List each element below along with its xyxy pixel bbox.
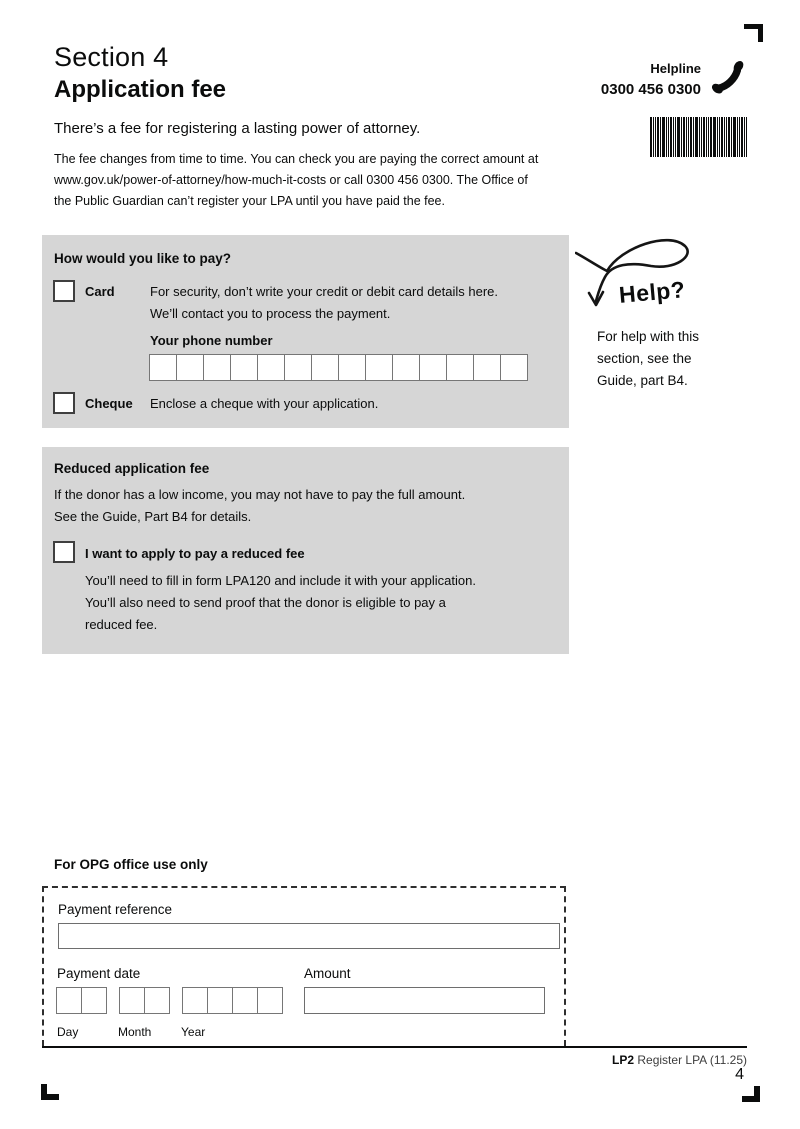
input-cell[interactable] bbox=[473, 354, 501, 381]
cheque-label: Cheque bbox=[85, 396, 133, 411]
help-title: Help? bbox=[617, 276, 687, 308]
input-cell[interactable] bbox=[203, 354, 231, 381]
reduced-note-line: You’ll also need to send proof that the donor is eligible to pay a bbox=[85, 595, 446, 610]
intro-body-line: www.gov.uk/power-of-attorney/how-much-it-costs or call 0300 456 0300. The Office of bbox=[54, 173, 528, 187]
pay-box-heading: How would you like to pay? bbox=[54, 251, 232, 266]
amount-label: Amount bbox=[304, 966, 351, 981]
intro-lead: There’s a fee for registering a lasting power of attorney. bbox=[54, 120, 421, 137]
cheque-checkbox[interactable] bbox=[53, 392, 75, 414]
help-note-line: For help with this bbox=[597, 329, 700, 344]
office-use-heading: For OPG office use only bbox=[54, 857, 208, 872]
input-cell[interactable] bbox=[232, 987, 258, 1014]
input-cell[interactable] bbox=[149, 354, 177, 381]
barcode bbox=[650, 117, 747, 162]
day-label: Day bbox=[57, 1025, 79, 1039]
payment-reference-label: Payment reference bbox=[58, 902, 173, 917]
help-note-line: Guide, part B4. bbox=[597, 373, 688, 388]
intro-body-line: the Public Guardian can’t register your LPA until you have paid the fee. bbox=[54, 194, 445, 208]
input-cell[interactable] bbox=[176, 354, 204, 381]
reduced-note-line: reduced fee. bbox=[85, 617, 158, 632]
input-cell[interactable] bbox=[257, 354, 285, 381]
input-cell[interactable] bbox=[311, 354, 339, 381]
input-cell[interactable] bbox=[365, 354, 393, 381]
cheque-text: Enclose a cheque with your application. bbox=[150, 396, 379, 411]
intro-body bbox=[54, 149, 538, 212]
reduced-note-line: You’ll need to fill in form LPA120 and include it with your application. bbox=[85, 573, 476, 588]
payment-method-box bbox=[42, 235, 569, 428]
print-corner-mark-bottom-right bbox=[742, 1086, 760, 1102]
help-note bbox=[597, 326, 699, 392]
payment-date-month-input[interactable] bbox=[119, 987, 170, 1014]
amount-input[interactable] bbox=[304, 987, 545, 1014]
input-cell[interactable] bbox=[230, 354, 258, 381]
payment-reference-input[interactable] bbox=[58, 923, 560, 949]
page-title: Application fee bbox=[54, 76, 227, 103]
card-checkbox[interactable] bbox=[53, 280, 75, 302]
intro-body-line: The fee changes from time to time. You can check you are paying the correct amount at bbox=[54, 152, 539, 166]
page-number: 4 bbox=[735, 1066, 744, 1083]
helpline-label: Helpline bbox=[650, 60, 701, 76]
phone-handset-icon bbox=[710, 57, 748, 102]
input-cell[interactable] bbox=[284, 354, 312, 381]
input-cell[interactable] bbox=[446, 354, 474, 381]
footer-form-title: Register LPA (11.25) bbox=[634, 1053, 747, 1067]
help-note-line: section, see the bbox=[597, 351, 692, 366]
footer-form-id bbox=[612, 1053, 747, 1067]
year-label: Year bbox=[181, 1025, 206, 1039]
payment-date-label: Payment date bbox=[57, 966, 141, 981]
office-use-box bbox=[42, 886, 566, 1046]
payment-date-day-input[interactable] bbox=[56, 987, 107, 1014]
footer-form-code: LP2 bbox=[612, 1053, 635, 1067]
reduced-fee-option-label: I want to apply to pay a reduced fee bbox=[85, 546, 305, 561]
input-cell[interactable] bbox=[338, 354, 366, 381]
input-cell[interactable] bbox=[419, 354, 447, 381]
input-cell[interactable] bbox=[207, 987, 233, 1014]
input-cell[interactable] bbox=[182, 987, 208, 1014]
card-label: Card bbox=[85, 284, 115, 299]
phone-number-label: Your phone number bbox=[150, 333, 273, 348]
input-cell[interactable] bbox=[56, 987, 82, 1014]
month-label: Month bbox=[118, 1025, 152, 1039]
phone-number-input[interactable] bbox=[149, 354, 528, 381]
print-corner-mark-top-right bbox=[744, 24, 763, 42]
input-cell[interactable] bbox=[81, 987, 107, 1014]
payment-date-year-input[interactable] bbox=[182, 987, 283, 1014]
reduced-body-line: If the donor has a low income, you may not have to pay the full amount. bbox=[54, 487, 466, 502]
reduced-box-heading: Reduced application fee bbox=[54, 461, 210, 476]
helpline-block bbox=[601, 57, 748, 102]
card-text-line: We’ll contact you to process the payment. bbox=[150, 306, 391, 321]
helpline-number: 0300 456 0300 bbox=[600, 80, 701, 98]
print-corner-mark-bottom-left bbox=[41, 1084, 59, 1100]
input-cell[interactable] bbox=[144, 987, 170, 1014]
reduced-fee-box bbox=[42, 447, 569, 654]
input-cell[interactable] bbox=[257, 987, 283, 1014]
section-label: Section 4 bbox=[54, 42, 169, 72]
card-text-line: For security, don’t write your credit or debit card details here. bbox=[150, 284, 499, 299]
input-cell[interactable] bbox=[392, 354, 420, 381]
footer-divider bbox=[42, 1046, 747, 1048]
input-cell[interactable] bbox=[500, 354, 528, 381]
reduced-body-line: See the Guide, Part B4 for details. bbox=[54, 509, 252, 524]
input-cell[interactable] bbox=[119, 987, 145, 1014]
reduced-fee-checkbox[interactable] bbox=[53, 541, 75, 563]
